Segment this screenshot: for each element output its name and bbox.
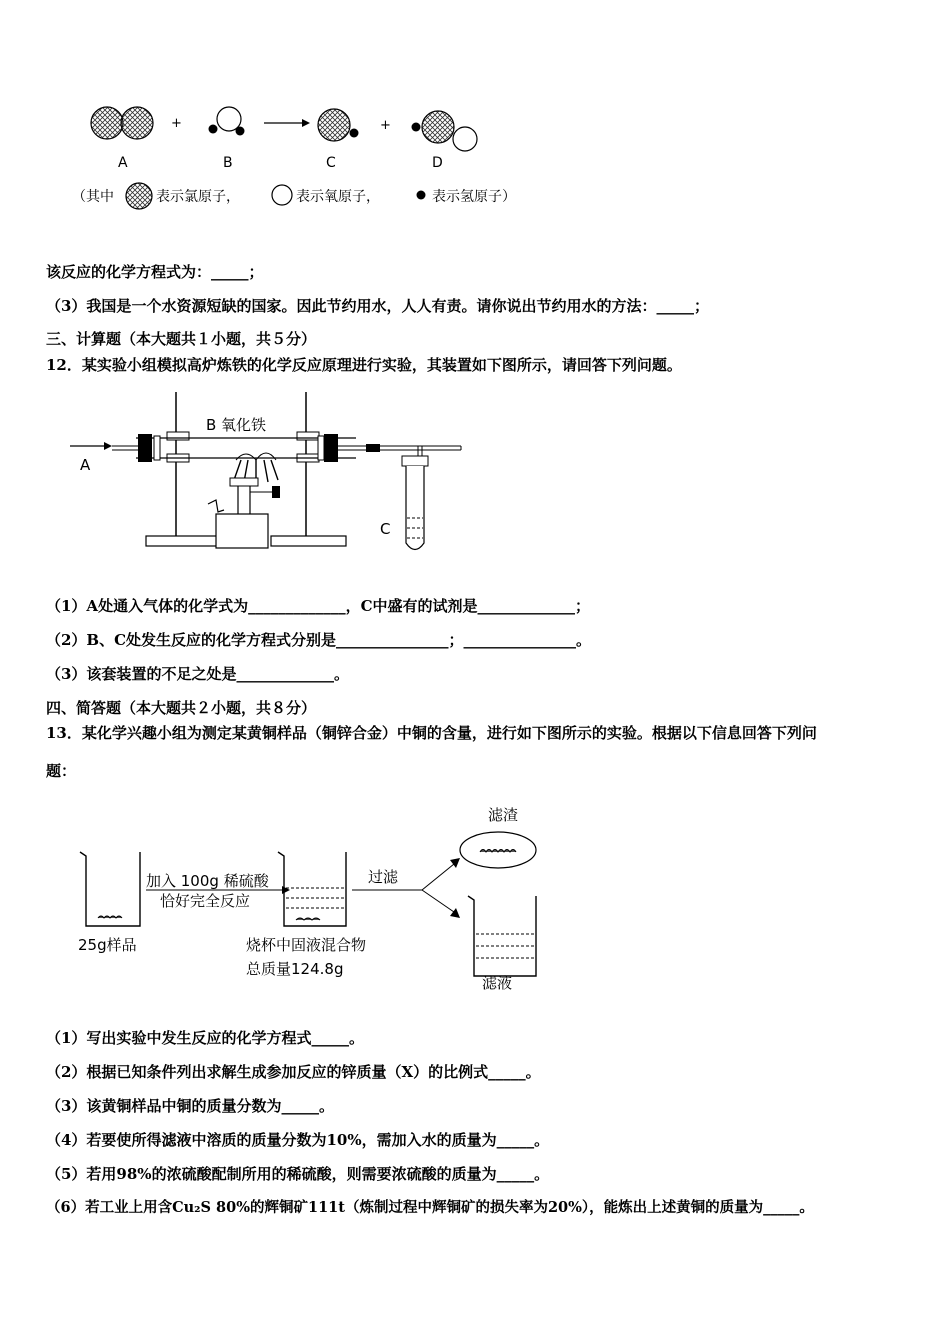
label-a: A bbox=[118, 155, 128, 171]
cl-atom bbox=[91, 107, 123, 139]
legend-o-icon bbox=[272, 185, 292, 205]
mixture-line2: 总质量124.8g bbox=[246, 960, 344, 978]
question-13-part-5: （5）若用98%的浓硫酸配制所用的稀硫酸，则需要浓硫酸的质量为_____。 bbox=[46, 1165, 550, 1183]
question-13-part-6: （6）若工业上用含Cu₂S 80%的辉铜矿111t（炼制过程中辉铜矿的损失率为20%），能炼出上述黄铜的质量为_____。 bbox=[46, 1199, 814, 1216]
h-atom bbox=[412, 123, 421, 132]
cl-atom bbox=[121, 107, 153, 139]
legend-open: （其中 bbox=[72, 189, 114, 205]
legend-hydrogen: 表示氢原子） bbox=[432, 189, 516, 205]
mixture-line1: 烧杯中固液混合物 bbox=[246, 936, 367, 954]
o-atom bbox=[453, 127, 477, 151]
question-12-part-3: （3）该套装置的不足之处是_____________。 bbox=[46, 665, 349, 683]
molecule-reaction-figure bbox=[60, 95, 560, 215]
label-b: B bbox=[223, 155, 233, 171]
label-c: C bbox=[326, 155, 336, 171]
label-c: C bbox=[380, 520, 391, 538]
h-atom bbox=[236, 127, 245, 136]
question-3-water-saving: （3）我国是一个水资源短缺的国家。因此节约用水，人人有责。请你说出节约用水的方法：_____； bbox=[46, 297, 709, 315]
equation-question-line: 该反应的化学方程式为：_____； bbox=[46, 263, 264, 281]
question-12-part-1: （1）A处通入气体的化学式为_____________，C中盛有的试剂是_____________； bbox=[46, 597, 591, 615]
iron-smelting-apparatus-figure bbox=[66, 388, 476, 560]
plus-sign: + bbox=[171, 116, 182, 131]
question-12-part-2: （2）B、C处发生反应的化学方程式分别是_______________；_______________。 bbox=[46, 631, 592, 649]
question-13-part-4: （4）若要使所得滤液中溶质的质量分数为10%，需加入水的质量为_____。 bbox=[46, 1131, 550, 1149]
question-13-part-3: （3）该黄铜样品中铜的质量分数为_____。 bbox=[46, 1097, 334, 1115]
label-a: A bbox=[80, 456, 91, 474]
filtrate-label: 滤液 bbox=[482, 974, 513, 992]
apparatus-diagram bbox=[66, 388, 476, 560]
legend-cl-icon bbox=[126, 183, 152, 209]
question-13-part-2: （2）根据已知条件列出求解生成参加反应的锌质量（X）的比例式_____。 bbox=[46, 1063, 541, 1081]
legend-chlorine: 表示氯原子， bbox=[156, 189, 240, 205]
h-atom bbox=[209, 125, 218, 134]
h-atom bbox=[350, 129, 359, 138]
question-13-stem-line-1: 13．某化学兴趣小组为测定某黄铜样品（铜锌合金）中铜的含量，进行如下图所示的实验。根据以下信息回答下列问 bbox=[46, 724, 817, 742]
cl-atom bbox=[318, 109, 350, 141]
question-13-stem-line-2: 题： bbox=[46, 762, 77, 780]
question-12-stem: 12．某实验小组模拟高炉炼铁的化学反应原理进行实验，其装置如下图所示，请回答下列问题。 bbox=[46, 356, 682, 374]
legend-oxygen: 表示氧原子， bbox=[296, 189, 380, 205]
section-3-heading: 三、计算题（本大题共１小题，共５分） bbox=[46, 330, 317, 348]
section-4-heading: 四、简答题（本大题共２小题，共８分） bbox=[46, 699, 317, 717]
brass-experiment-flow-figure bbox=[70, 800, 560, 995]
flow-diagram bbox=[70, 800, 560, 995]
cl-atom bbox=[422, 111, 454, 143]
residue-label: 滤渣 bbox=[488, 806, 519, 824]
label-d: D bbox=[432, 155, 443, 171]
filter-label: 过滤 bbox=[368, 868, 399, 886]
plus-sign: + bbox=[380, 118, 391, 133]
step1-line2: 恰好完全反应 bbox=[160, 892, 251, 910]
label-b-iron-oxide: B 氧化铁 bbox=[206, 416, 267, 434]
step1-line1: 加入 100g 稀硫酸 bbox=[146, 872, 269, 890]
legend-h-icon bbox=[417, 191, 426, 200]
molecule-diagram bbox=[60, 95, 560, 215]
sample-label: 25g样品 bbox=[78, 936, 137, 954]
question-13-part-1: （1）写出实验中发生反应的化学方程式_____。 bbox=[46, 1029, 364, 1047]
